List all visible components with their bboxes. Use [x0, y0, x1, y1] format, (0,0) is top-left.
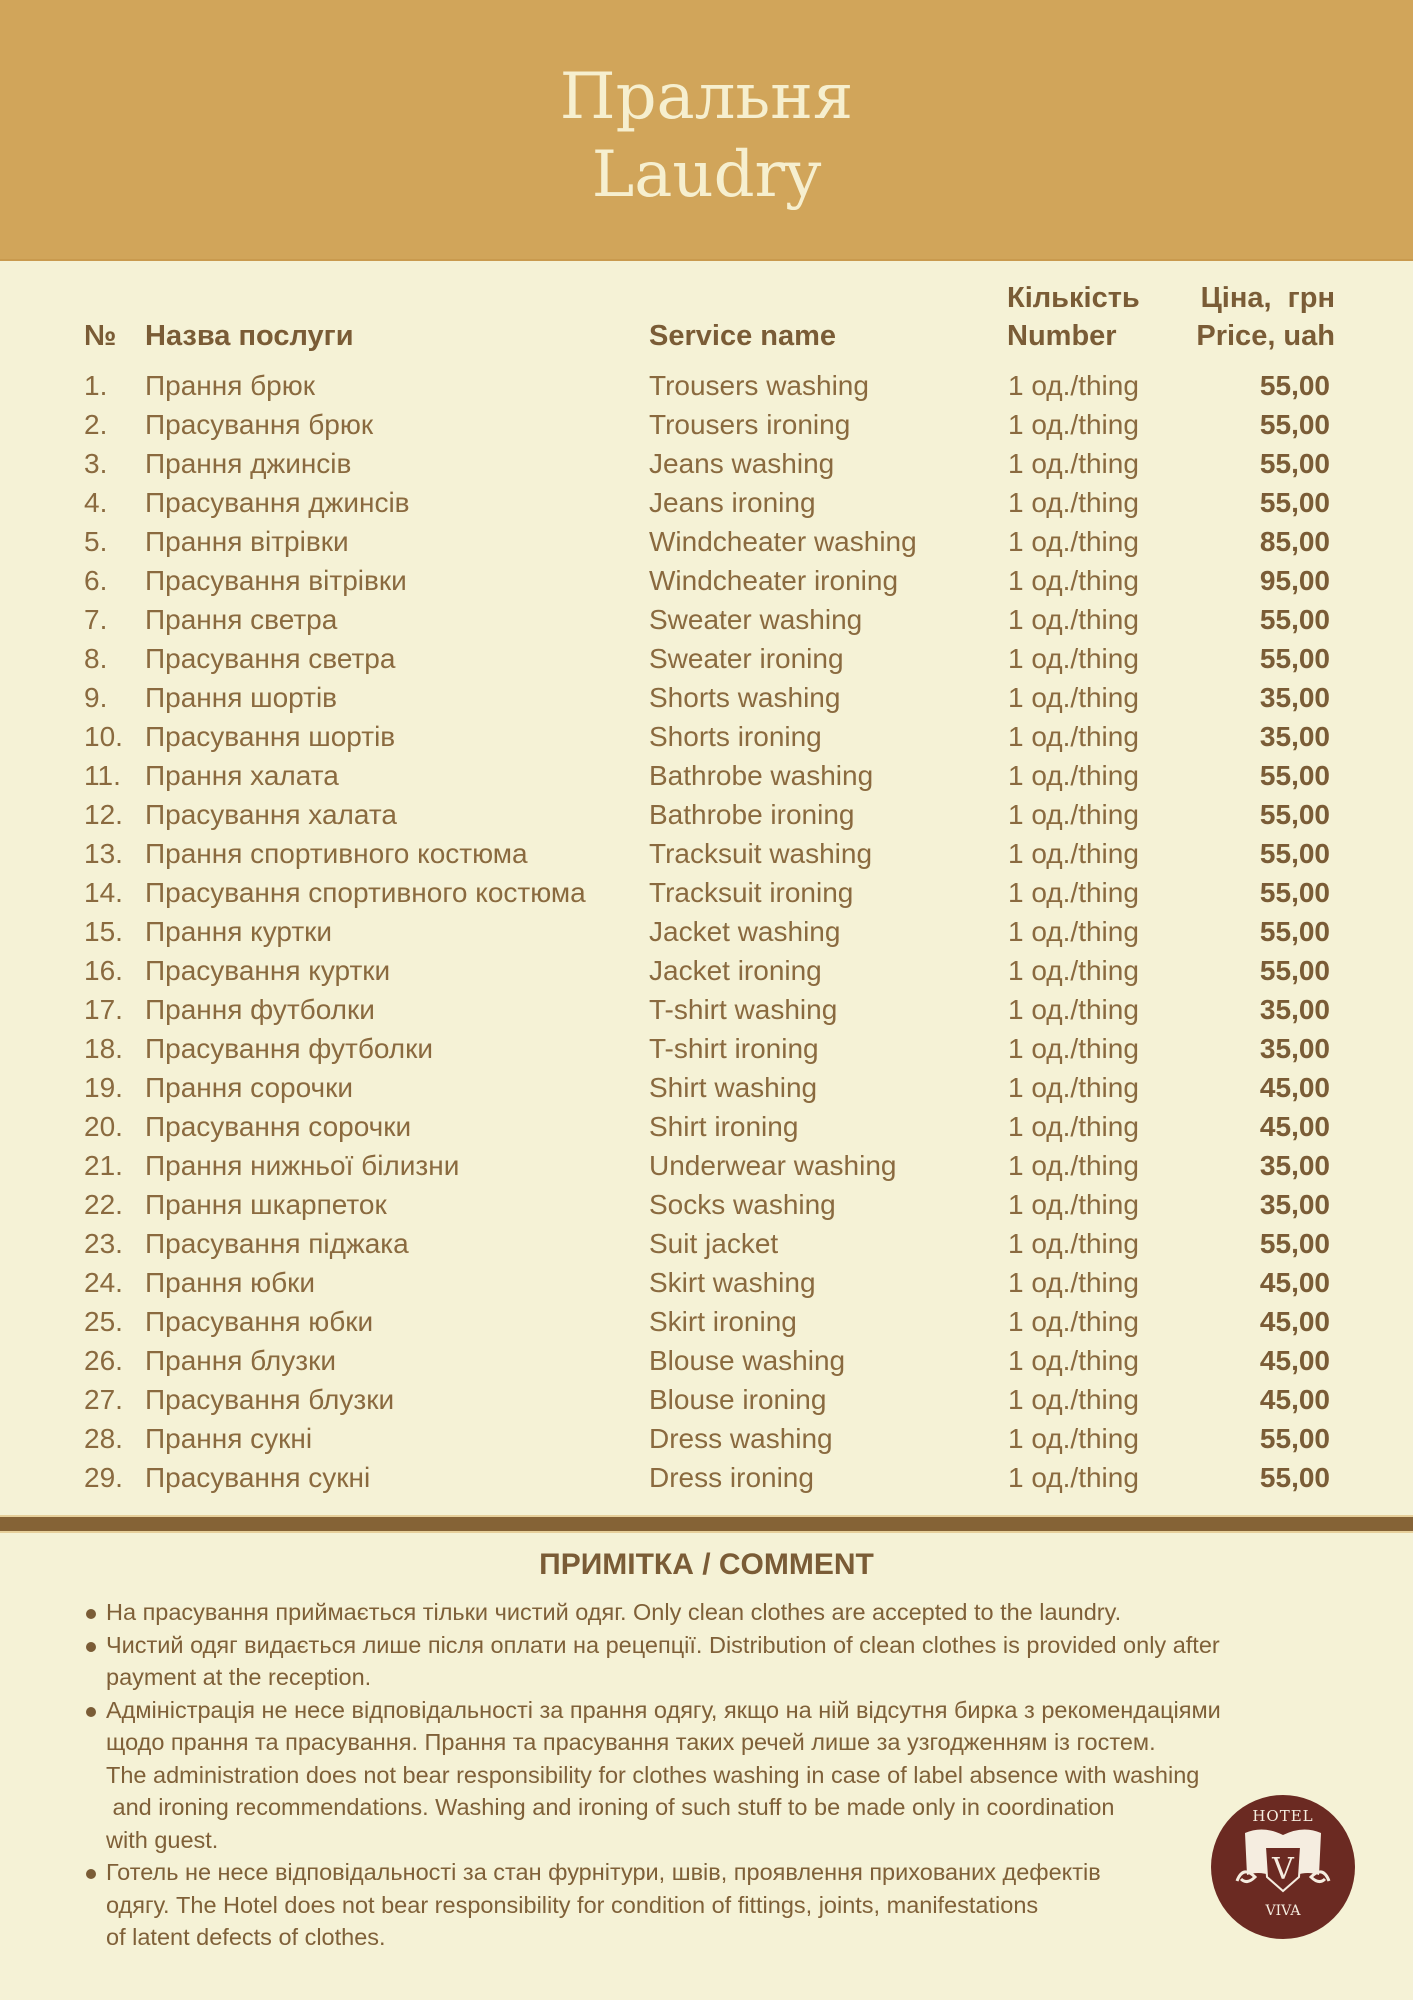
table-row [0, 1458, 1413, 1497]
table-row [0, 366, 1413, 405]
quantity: 1 од./thing [1008, 1345, 1139, 1376]
row-number: 7. [84, 604, 108, 635]
service-name-en: Bathrobe washing [649, 760, 874, 791]
table-row [0, 873, 1413, 912]
quantity: 1 од./thing [1008, 370, 1139, 401]
row-number: 4. [84, 487, 108, 518]
note-line: одягу. The Hotel does not bear responsibility for condition of fittings, joints, manifestations [106, 1891, 1039, 1918]
service-name-ua: Прання спортивного костюма [145, 838, 528, 869]
title-ukrainian: Пральня [559, 60, 854, 134]
comment-title: ПРИМІТКА / COMMENT [539, 1548, 874, 1581]
price: 85,00 [1259, 526, 1330, 557]
table-row [0, 678, 1413, 717]
quantity: 1 од./thing [1008, 1423, 1139, 1454]
table-row [0, 1146, 1413, 1185]
row-number: 11. [84, 760, 121, 791]
service-name-en: Sweater ironing [649, 643, 844, 674]
service-name-en: Shirt ironing [649, 1111, 799, 1142]
row-number: 3. [84, 448, 108, 479]
quantity: 1 од./thing [1008, 1306, 1139, 1337]
table-row [0, 1419, 1413, 1458]
price: 55,00 [1259, 1423, 1330, 1454]
comment-note [84, 1629, 1344, 1694]
bullet-icon [86, 1707, 96, 1717]
price: 45,00 [1259, 1267, 1330, 1298]
table-row [0, 1224, 1413, 1263]
quantity: 1 од./thing [1008, 565, 1139, 596]
price: 35,00 [1259, 1150, 1330, 1181]
service-name-ua: Прасування блузки [145, 1384, 395, 1415]
row-number: 10. [84, 721, 123, 752]
table-row [0, 1341, 1413, 1380]
service-name-en: T-shirt ironing [649, 1033, 819, 1064]
row-number: 18. [84, 1033, 123, 1064]
note-line: and ironing recommendations. Washing and ironing of such stuff to be made only in coordination [106, 1794, 1115, 1820]
quantity: 1 од./thing [1008, 955, 1139, 986]
table-row [0, 483, 1413, 522]
row-number: 13. [84, 838, 123, 869]
page-header [0, 0, 1413, 261]
header-qty-ua: Кількість [1007, 282, 1140, 314]
price: 35,00 [1259, 721, 1330, 752]
service-name-ua: Прання халата [145, 760, 339, 791]
service-name-en: Dress ironing [649, 1462, 814, 1493]
price: 55,00 [1259, 1228, 1330, 1259]
service-name-en: Underwear washing [649, 1150, 897, 1181]
service-name-ua: Прання нижньої білизни [145, 1150, 460, 1181]
comment-note [84, 1694, 1344, 1857]
price: 45,00 [1259, 1306, 1330, 1337]
quantity: 1 од./thing [1008, 1033, 1139, 1064]
table-row [0, 444, 1413, 483]
header-name-ua: Назва послуги [145, 320, 354, 352]
comment-note [84, 1856, 1344, 1954]
table-row [0, 1029, 1413, 1068]
service-name-ua: Прання шортів [145, 682, 338, 713]
service-name-en: Suit jacket [649, 1228, 779, 1259]
table-row [0, 561, 1413, 600]
bullet-icon [86, 1642, 96, 1652]
service-name-ua: Прасування сорочки [145, 1111, 412, 1142]
row-number: 5. [84, 526, 108, 557]
service-name-en: Tracksuit washing [649, 838, 873, 869]
quantity: 1 од./thing [1008, 1384, 1139, 1415]
quantity: 1 од./thing [1008, 1150, 1139, 1181]
row-number: 17. [84, 994, 123, 1025]
quantity: 1 од./thing [1008, 916, 1139, 947]
table-row [0, 795, 1413, 834]
service-name-en: Skirt washing [649, 1267, 816, 1298]
service-name-en: Sweater washing [649, 604, 863, 635]
price: 55,00 [1259, 409, 1330, 440]
row-number: 23. [84, 1228, 123, 1259]
price: 55,00 [1259, 1462, 1330, 1493]
service-name-ua: Прасування брюк [145, 409, 374, 440]
row-number: 14. [84, 877, 123, 908]
price: 55,00 [1259, 604, 1330, 635]
service-name-ua: Прасування сукні [145, 1462, 371, 1493]
price: 55,00 [1259, 370, 1330, 401]
table-row [0, 1185, 1413, 1224]
comment-note [84, 1596, 1344, 1629]
row-number: 22. [84, 1189, 123, 1220]
table-row [0, 990, 1413, 1029]
bullet-icon [86, 1869, 96, 1879]
note-line: The administration does not bear responsibility for clothes washing in case of label absence with washing [106, 1761, 1200, 1788]
table-row [0, 717, 1413, 756]
service-name-ua: Прання блузки [145, 1345, 336, 1376]
service-name-en: Skirt ironing [649, 1306, 797, 1337]
header-name-en: Service name [649, 320, 837, 352]
row-number: 8. [84, 643, 108, 674]
price: 55,00 [1259, 487, 1330, 518]
quantity: 1 од./thing [1008, 1072, 1139, 1103]
price: 35,00 [1259, 682, 1330, 713]
row-number: 28. [84, 1423, 123, 1454]
service-name-en: Jeans ironing [649, 487, 816, 518]
quantity: 1 од./thing [1008, 994, 1139, 1025]
table-row [0, 951, 1413, 990]
price: 35,00 [1259, 1033, 1330, 1064]
service-name-en: Trousers washing [649, 370, 869, 401]
service-name-en: Windcheater washing [649, 526, 917, 557]
header-price-ua: Ціна, грн [1200, 282, 1335, 314]
row-number: 19. [84, 1072, 123, 1103]
header-number: № [84, 320, 117, 352]
quantity: 1 од./thing [1008, 487, 1139, 518]
note-line: Адміністрація не несе відповідальності за прання одягу, якщо на ній відсутня бирка з рекомендаціями [106, 1696, 1221, 1723]
service-name-ua: Прасування куртки [145, 955, 391, 986]
logo-crest-icon [1233, 1825, 1333, 1905]
note-line: Чистий одяг видається лише після оплати на рецепції. Distribution of clean clothes is provided only after [106, 1631, 1220, 1658]
row-number: 24. [84, 1267, 123, 1298]
row-number: 16. [84, 955, 123, 986]
row-number: 21. [84, 1150, 123, 1181]
hotel-logo [1211, 1795, 1355, 1939]
service-name-ua: Прання куртки [145, 916, 333, 947]
service-name-ua: Прання юбки [145, 1267, 316, 1298]
row-number: 20. [84, 1111, 123, 1142]
title-english: Laudry [591, 138, 822, 212]
service-name-en: Shirt washing [649, 1072, 818, 1103]
quantity: 1 од./thing [1008, 1267, 1139, 1298]
price: 55,00 [1259, 799, 1330, 830]
row-number: 25. [84, 1306, 123, 1337]
service-name-en: Jacket washing [649, 916, 841, 947]
service-name-ua: Прання сукні [145, 1423, 313, 1454]
price: 55,00 [1259, 955, 1330, 986]
price: 45,00 [1259, 1345, 1330, 1376]
logo-hotel-text: HOTEL [1252, 1807, 1314, 1825]
service-name-en: Blouse washing [649, 1345, 846, 1376]
quantity: 1 од./thing [1008, 682, 1139, 713]
price: 45,00 [1259, 1111, 1330, 1142]
quantity: 1 од./thing [1008, 760, 1139, 791]
service-name-ua: Прасування джинсів [145, 487, 410, 518]
service-name-ua: Прасування шортів [145, 721, 396, 752]
comment-notes [84, 1596, 1344, 1954]
service-name-en: Windcheater ironing [649, 565, 899, 596]
header-qty-en: Number [1007, 320, 1117, 352]
bullet-icon [86, 1609, 96, 1619]
service-name-en: Tracksuit ironing [649, 877, 854, 908]
note-line: На прасування приймається тільки чистий одяг. Only clean clothes are accepted to the laundry. [106, 1599, 1122, 1625]
row-number: 9. [84, 682, 108, 713]
row-number: 1. [84, 370, 108, 401]
note-line: щодо прання та прасування. Прання та прасування таких речей лише за узгодженням із гостем. [106, 1729, 1156, 1755]
price: 45,00 [1259, 1384, 1330, 1415]
note-line: Готель не несе відповідальності за стан фурнітури, швів, проявлення прихованих дефектів [106, 1859, 1101, 1885]
header-price-en: Price, uah [1196, 320, 1335, 352]
price: 55,00 [1259, 838, 1330, 869]
row-number: 12. [84, 799, 123, 830]
price: 35,00 [1259, 994, 1330, 1025]
row-number: 27. [84, 1384, 123, 1415]
table-row [0, 756, 1413, 795]
table-row [0, 405, 1413, 444]
service-name-en: Jeans washing [649, 448, 835, 479]
table-row [0, 600, 1413, 639]
row-number: 26. [84, 1345, 123, 1376]
quantity: 1 од./thing [1008, 643, 1139, 674]
quantity: 1 од./thing [1008, 838, 1139, 869]
logo-letter: V [1272, 1852, 1294, 1887]
row-number: 2. [84, 409, 108, 440]
service-name-ua: Прання футболки [145, 994, 375, 1025]
row-number: 15. [84, 916, 123, 947]
service-name-ua: Прання джинсів [145, 448, 352, 479]
table-row [0, 834, 1413, 873]
table-row [0, 1068, 1413, 1107]
price: 45,00 [1259, 1072, 1330, 1103]
service-name-ua: Прасування светра [145, 643, 396, 674]
service-name-ua: Прасування халата [145, 799, 397, 830]
table-row [0, 639, 1413, 678]
quantity: 1 од./thing [1008, 877, 1139, 908]
service-name-ua: Прання шкарпеток [145, 1189, 387, 1220]
table-row [0, 1380, 1413, 1419]
service-name-en: T-shirt washing [649, 994, 838, 1025]
table-row [0, 1302, 1413, 1341]
price: 35,00 [1259, 1189, 1330, 1220]
table-row [0, 912, 1413, 951]
quantity: 1 од./thing [1008, 1228, 1139, 1259]
service-name-ua: Прасування футболки [145, 1033, 434, 1064]
quantity: 1 од./thing [1008, 1462, 1139, 1493]
service-name-en: Jacket ironing [649, 955, 822, 986]
table-row [0, 522, 1413, 561]
table-row [0, 1107, 1413, 1146]
section-divider [0, 1515, 1413, 1533]
service-name-en: Blouse ironing [649, 1384, 827, 1415]
service-name-ua: Прання сорочки [145, 1072, 354, 1103]
service-name-ua: Прання брюк [145, 370, 315, 401]
quantity: 1 од./thing [1008, 526, 1139, 557]
note-line: payment at the reception. [106, 1664, 372, 1690]
price: 55,00 [1259, 760, 1330, 791]
service-name-en: Shorts washing [649, 682, 841, 713]
table-row [0, 1263, 1413, 1302]
service-name-en: Dress washing [649, 1423, 833, 1454]
service-name-en: Socks washing [649, 1189, 836, 1220]
quantity: 1 од./thing [1008, 448, 1139, 479]
price: 55,00 [1259, 643, 1330, 674]
service-name-ua: Прасування вітрівки [145, 565, 407, 596]
row-number: 29. [84, 1462, 123, 1493]
quantity: 1 од./thing [1008, 1111, 1139, 1142]
service-name-ua: Прасування піджака [145, 1228, 409, 1259]
price: 55,00 [1259, 448, 1330, 479]
price-table [0, 366, 1413, 1497]
service-name-en: Bathrobe ironing [649, 799, 855, 830]
price: 55,00 [1259, 916, 1330, 947]
quantity: 1 од./thing [1008, 799, 1139, 830]
note-line: with guest. [106, 1826, 219, 1853]
logo-viva-text: VIVA [1265, 1903, 1301, 1919]
service-name-ua: Прання светра [145, 604, 338, 635]
quantity: 1 од./thing [1008, 604, 1139, 635]
price: 95,00 [1259, 565, 1330, 596]
service-name-ua: Прасування юбки [145, 1306, 374, 1337]
quantity: 1 од./thing [1008, 1189, 1139, 1220]
service-name-ua: Прасування спортивного костюма [145, 877, 586, 908]
service-name-en: Trousers ironing [649, 409, 851, 440]
quantity: 1 од./thing [1008, 409, 1139, 440]
service-name-en: Shorts ironing [649, 721, 822, 752]
price: 55,00 [1259, 877, 1330, 908]
note-line: of latent defects of clothes. [106, 1924, 386, 1950]
row-number: 6. [84, 565, 108, 596]
quantity: 1 од./thing [1008, 721, 1139, 752]
service-name-ua: Прання вітрівки [145, 526, 349, 557]
